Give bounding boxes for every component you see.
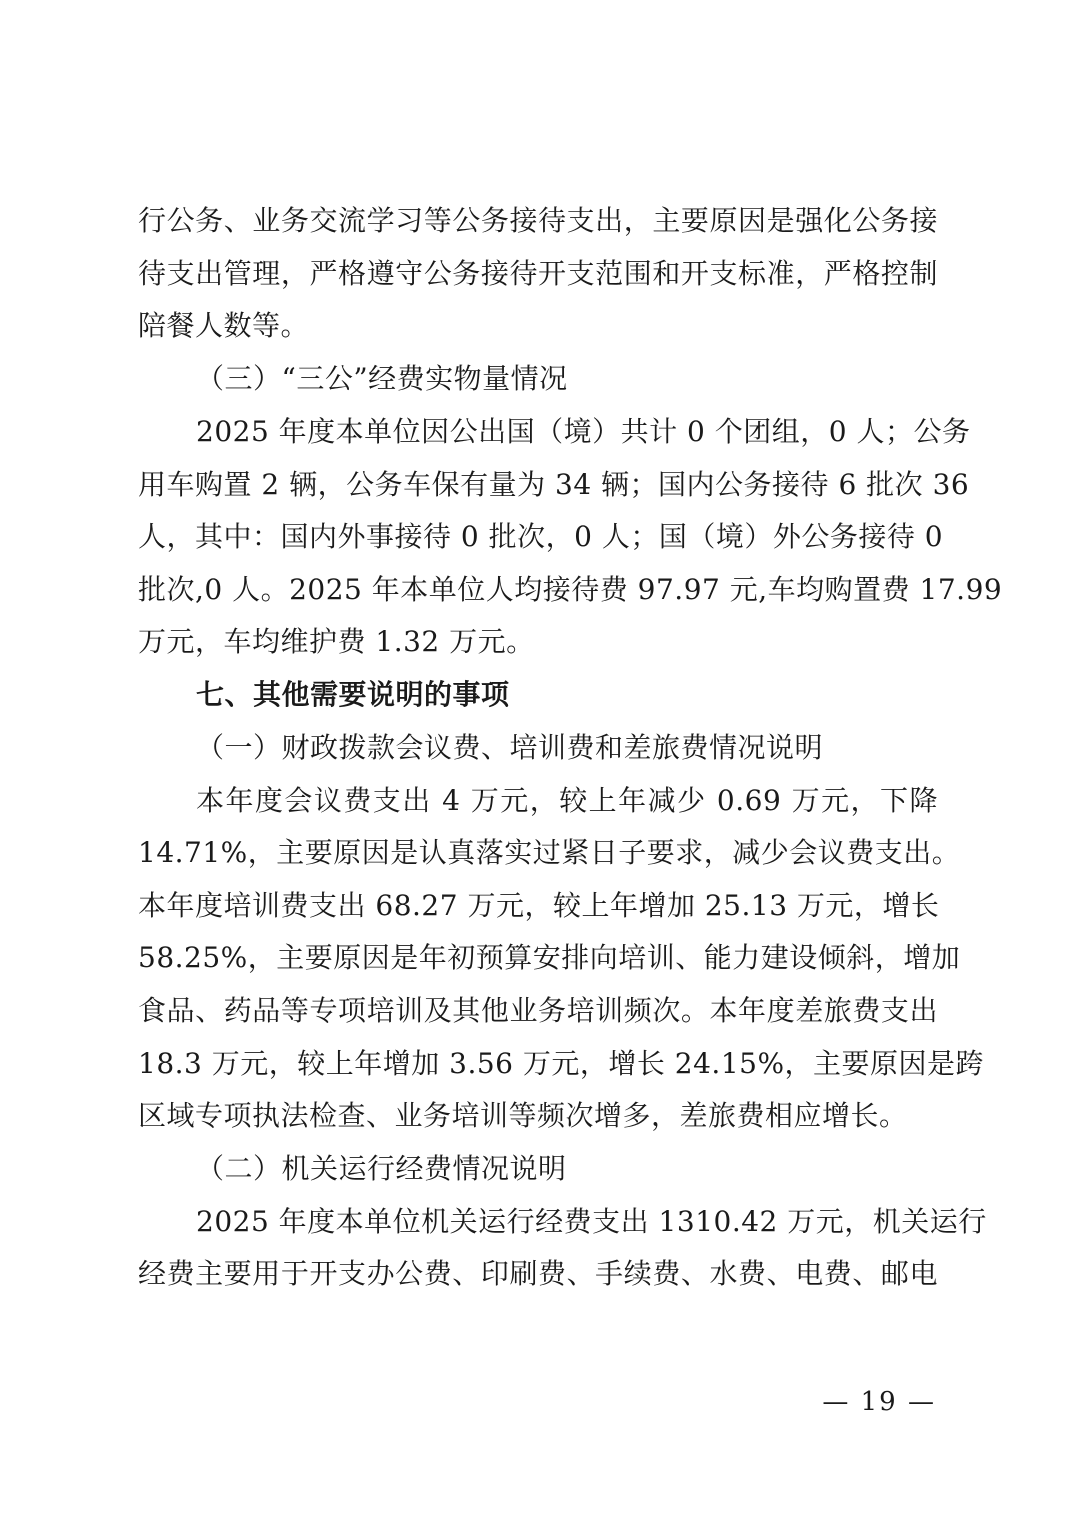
body-text-line: 行公务、业务交流学习等公务接待支出，主要原因是强化公务接 <box>138 204 938 237</box>
body-text-line: 14.71%，主要原因是认真落实过紧日子要求，减少会议费支出。 <box>138 836 961 869</box>
body-text-line: 人，其中：国内外事接待 0 批次，0 人；国（境）外公务接待 0 <box>138 520 944 553</box>
body-text-line: 经费主要用于开支办公费、印刷费、手续费、水费、电费、邮电 <box>138 1257 938 1290</box>
chapter-heading: 七、其他需要说明的事项 <box>196 678 510 711</box>
body-text-line: 陪餐人数等。 <box>138 309 310 342</box>
section-heading: （一）财政拨款会议费、培训费和差旅费情况说明 <box>196 731 824 764</box>
body-text-line: 58.25%，主要原因是年初预算安排向培训、能力建设倾斜，增加 <box>138 941 961 974</box>
section-heading: （二）机关运行经费情况说明 <box>196 1152 567 1185</box>
section-heading: （三）“三公”经费实物量情况 <box>196 362 568 395</box>
page-number: — 19 — <box>822 1387 936 1417</box>
body-text-line: 本年度会议费支出 4 万元，较上年减少 0.69 万元，下降 <box>196 784 938 817</box>
body-text-line: 用车购置 2 辆，公务车保有量为 34 辆；国内公务接待 6 批次 36 <box>138 468 970 501</box>
body-text-line: 本年度培训费支出 68.27 万元，较上年增加 25.13 万元，增长 <box>138 889 940 922</box>
body-text-line: 食品、药品等专项培训及其他业务培训频次。本年度差旅费支出 <box>138 994 938 1027</box>
body-text-line: 万元，车均维护费 1.32 万元。 <box>138 625 535 658</box>
body-text-line: 2025 年度本单位机关运行经费支出 1310.42 万元，机关运行 <box>196 1205 987 1238</box>
body-text-line: 18.3 万元，较上年增加 3.56 万元，增长 24.15%，主要原因是跨 <box>138 1047 985 1080</box>
body-text-line: 2025 年度本单位因公出国（境）共计 0 个团组，0 人；公务 <box>196 415 971 448</box>
body-text-line: 待支出管理，严格遵守公务接待开支范围和开支标准，严格控制 <box>138 257 938 290</box>
body-text-line: 批次,0 人。2025 年本单位人均接待费 97.97 元,车均购置费 17.99 <box>138 573 1003 606</box>
body-text-line: 区域专项执法检查、业务培训等频次增多，差旅费相应增长。 <box>138 1099 908 1132</box>
